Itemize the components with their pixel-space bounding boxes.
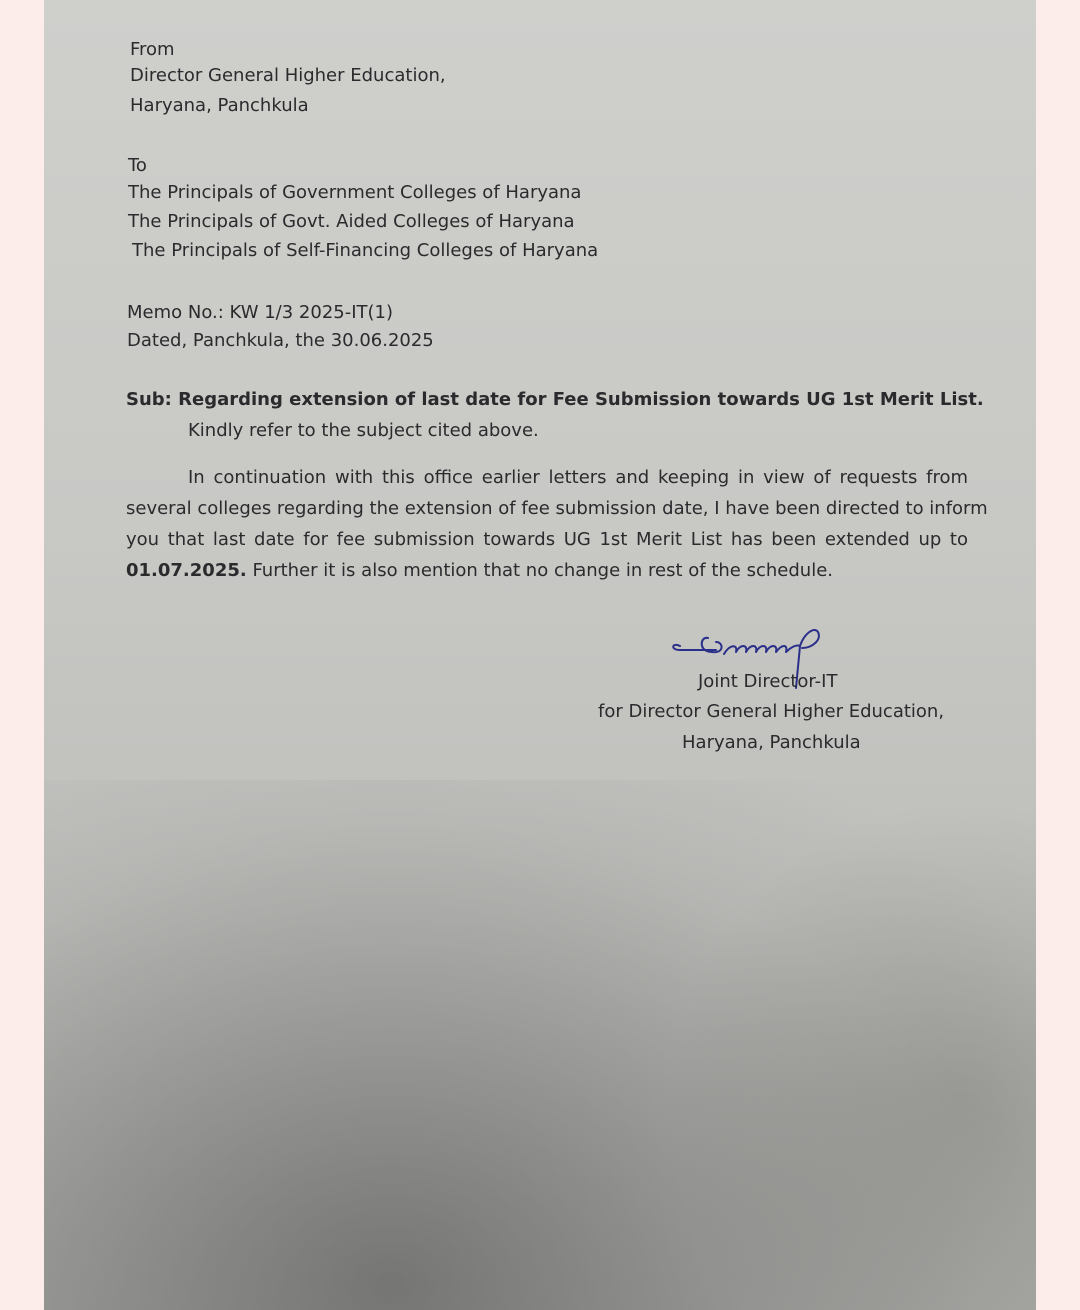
extended-date: 01.07.2025.	[126, 560, 247, 581]
recipient-line: The Principals of Government Colleges of Haryana	[128, 182, 582, 203]
memo-date: Dated, Panchkula, the 30.06.2025	[127, 330, 434, 351]
from-line-1: Director General Higher Education,	[130, 65, 446, 86]
photo-shadow-right	[664, 800, 1036, 1310]
body-paragraph-line: you that last date for fee submission towards UG 1st Merit List has been extended up to	[126, 529, 968, 550]
from-heading: From	[130, 39, 175, 60]
signatory-place: Haryana, Panchkula	[682, 732, 861, 753]
from-line-2: Haryana, Panchkula	[130, 95, 309, 116]
letter-page	[44, 0, 1036, 1310]
recipient-line: The Principals of Self-Financing Colleges of Haryana	[132, 240, 599, 261]
signatory-for-line: for Director General Higher Education,	[598, 701, 945, 722]
body-paragraph-last-line	[126, 559, 833, 583]
subject-line: Sub: Regarding extension of last date for Fee Submission towards UG 1st Merit List.	[126, 389, 984, 410]
recipient-line: The Principals of Govt. Aided Colleges of Haryana	[128, 211, 575, 232]
signatory-title: Joint Director-IT	[698, 671, 838, 692]
memo-number: Memo No.: KW 1/3 2025-IT(1)	[127, 302, 394, 323]
to-heading: To	[128, 155, 147, 176]
body-paragraph-line: In continuation with this office earlier letters and keeping in view of requests from	[188, 467, 968, 488]
body-intro: Kindly refer to the subject cited above.	[188, 420, 539, 441]
body-paragraph-line: several colleges regarding the extension of fee submission date, I have been directed to inform	[126, 498, 988, 519]
body-paragraph-tail: Further it is also mention that no change in rest of the schedule.	[246, 560, 833, 581]
